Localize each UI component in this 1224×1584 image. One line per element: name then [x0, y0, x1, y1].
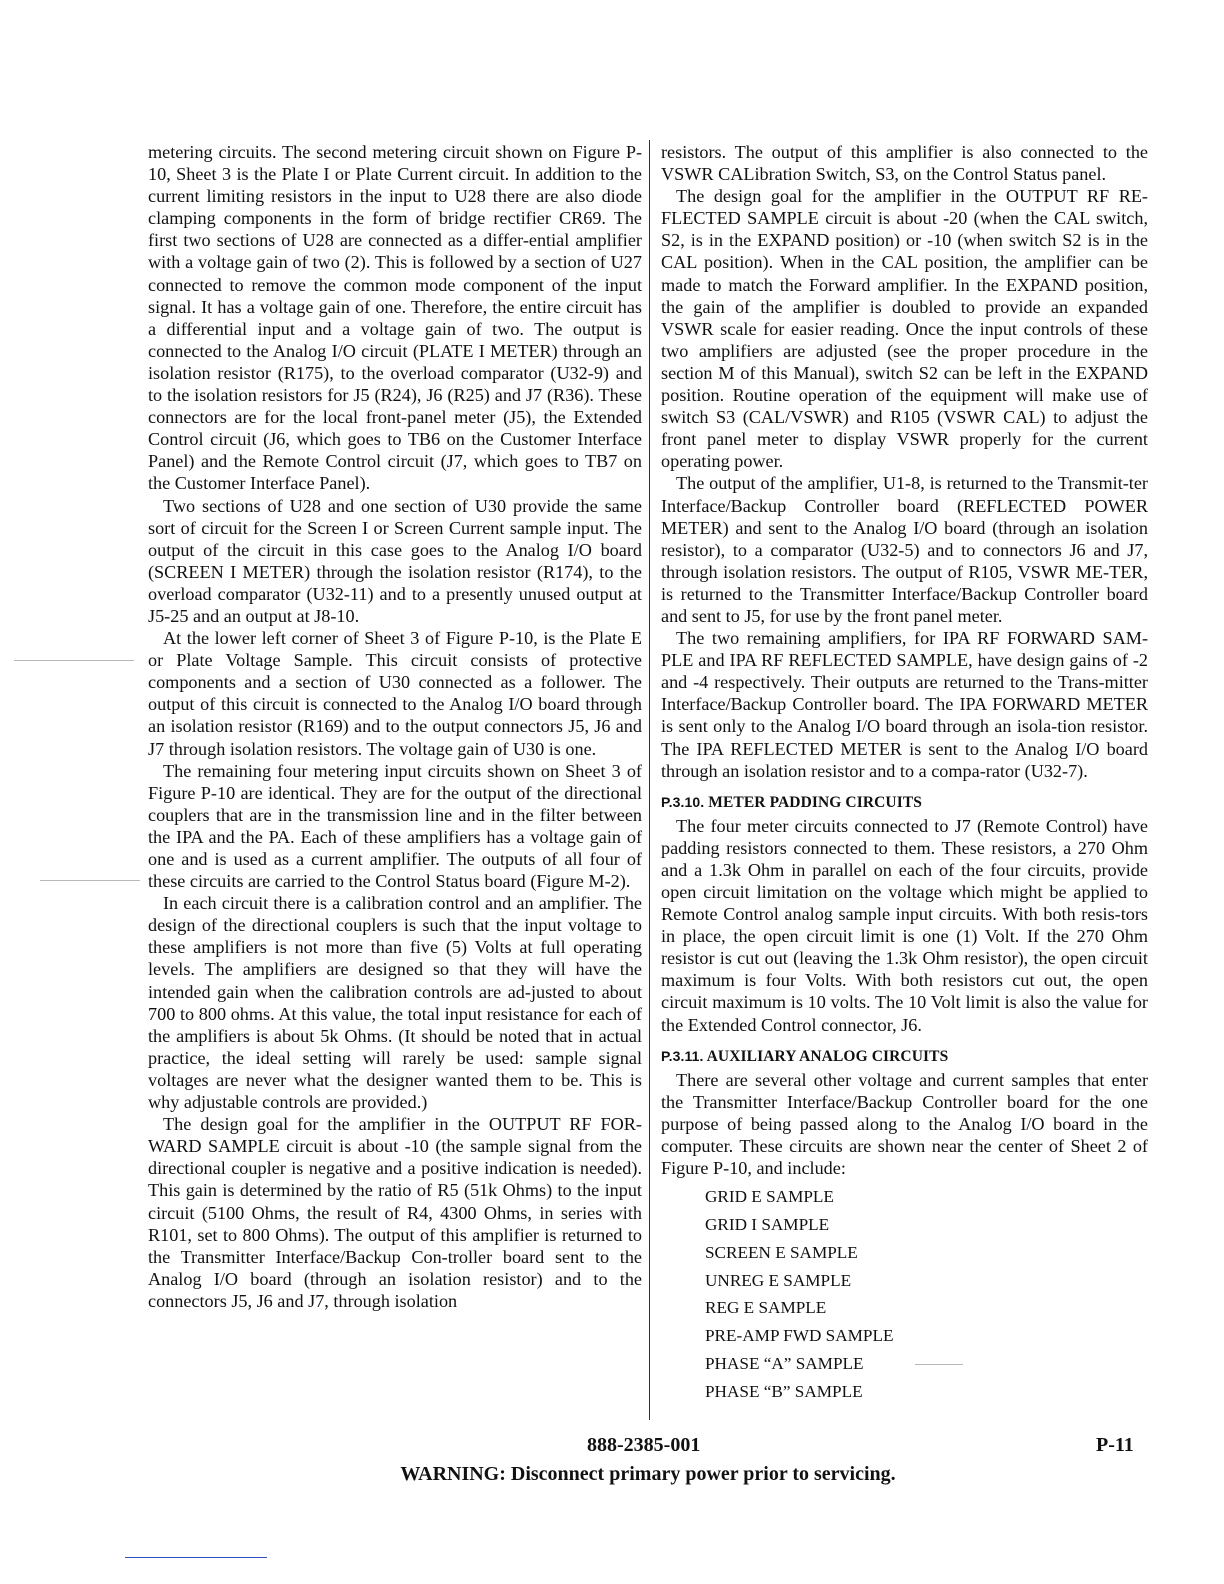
- section-number: P.3.10.: [661, 793, 705, 810]
- list-item: REG E SAMPLE: [705, 1298, 827, 1318]
- sample-list: [705, 1183, 1148, 1405]
- list-item: UNREG E SAMPLE: [705, 1270, 852, 1290]
- section-title: METER PADDING CIRCUITS: [708, 793, 923, 811]
- left-column: [148, 141, 642, 1312]
- list-item: GRID I SAMPLE: [705, 1214, 830, 1234]
- paragraph: The two remaining amplifiers, for IPA RF FORWARD SAM-PLE and IPA RF REFLECTED SAMPLE, have design gains of -2 and -4 respectively. Their outputs are returned to the Trans-mitter Interface/Backup Controller board. The IPA FORWARD METER is sent only to the Analog I/O board through an isola-tion resistor. The IPA REFLECTED METER is sent to the Analog I/O board through an isolation resistor and to a compa-rator (U32-7).: [661, 628, 1148, 781]
- list-item: SCREEN E SAMPLE: [705, 1242, 858, 1262]
- scan-artifact: [915, 1364, 963, 1365]
- paragraph: The design goal for the amplifier in the OUTPUT RF RE-FLECTED SAMPLE circuit is about -20 (when the CAL switch, S2, is in the EXPAND position) or -10 (when switch S2 is in the CAL position). When in the CAL position, the amplifier can be made to match the Forward amplifier. In the EXPAND position, the gain of the amplifier is doubled to provide an expanded VSWR scale for easier reading. Once the input controls of these two amplifiers are adjusted (see the proper procedure in the section M of this Manual), switch S2 can be left in the EXPAND position. Routine operation of the equipment will make use of switch S3 (CAL/VSWR) and R105 (VSWR CAL) to adjust the front panel meter to display VSWR properly for the current operating power.: [661, 186, 1148, 472]
- section-title: AUXILIARY ANALOG CIRCUITS: [706, 1047, 949, 1065]
- paragraph: The output of the amplifier, U1-8, is returned to the Transmit-ter Interface/Backup Controller board (REFLECTED POWER METER) and sent to the Analog I/O board (through an isolation resistor), to a comparator (U32-5) and to connectors J6 and J7, through isolation resistors. The output of R105, VSWR ME-TER, is returned to the Transmitter Interface/Backup Controller board and sent to J5, for use by the front panel meter.: [661, 473, 1148, 626]
- column-divider: [649, 140, 650, 1420]
- paragraph: resistors. The output of this amplifier is also connected to the VSWR CALibration Switch, S3, on the Control Status panel.: [661, 142, 1148, 185]
- paragraph: The four meter circuits connected to J7 (Remote Control) have padding resistors connected to them. These resistors, a 270 Ohm and a 1.3k Ohm in parallel on each of the four circuits, provide open circuit limitation on the voltage which might be applied to Remote Control analog sample input circuits. With both resis-tors in place, the open circuit limit is one (1) Volt. If the 270 Ohm resistor is cut out (leaving the 1.3k Ohm resistor), the open circuit maximum is four Volts. With both resistors cut out, the open circuit maximum is 10 volts. The 10 Volt limit is also the value for the Extended Control connector, J6.: [661, 815, 1148, 1035]
- paragraph: There are several other voltage and current samples that enter the Transmitter Interface/Backup Controller board for the one purpose of being passed along to the Analog I/O board in the computer. These circuits are shown near the center of Sheet 2 of Figure P-10, and include:: [661, 1069, 1148, 1179]
- list-item: PHASE “B” SAMPLE: [705, 1381, 863, 1401]
- paragraph: The remaining four metering input circuits shown on Sheet 3 of Figure P-10 are identical. They are for the output of the directional couplers that are in the transmission line and in the filter between the IPA and the PA. Each of these amplifiers has a voltage gain of one and is used as a current amplifier. The outputs of all four of these circuits are carried to the Control Status board (Figure M-2).: [148, 760, 642, 892]
- list-item: GRID E SAMPLE: [705, 1187, 834, 1207]
- scan-artifact: [40, 880, 140, 881]
- footnote-rule: [125, 1557, 267, 1558]
- list-item: PRE-AMP FWD SAMPLE: [705, 1326, 894, 1346]
- warning-text: WARNING: Disconnect primary power prior to servicing.: [400, 1463, 896, 1485]
- paragraph: In each circuit there is a calibration control and an amplifier. The design of the directional couplers is such that the input voltage to these amplifiers is not more than five (5) Volts at full operating levels. The amplifiers are designed so that they will have the intended gain when the calibration controls are ad-justed to about 700 to 800 ohms. At this value, the total input resistance for each of the amplifiers is about 5k Ohms. (It should be noted that in actual practice, the ideal setting will rarely be used: sample signal voltages are never what the designer wanted them to be. This is why adjustable controls are provided.): [148, 893, 642, 1113]
- right-column: [661, 141, 1148, 1406]
- page-number: P-11: [1096, 1434, 1134, 1456]
- section-heading: [661, 1045, 1148, 1068]
- scan-artifact: [14, 660, 134, 661]
- list-item: PHASE “A” SAMPLE: [705, 1353, 864, 1373]
- paragraph: The design goal for the amplifier in the OUTPUT RF FOR-WARD SAMPLE circuit is about -10 (the sample signal from the directional coupler is negative and a positive indication is needed). This gain is determined by the ratio of R5 (51k Ohms) to the input circuit (5100 Ohms, the result of R4, 4300 Ohms, in series with R101, set to 800 Ohms). The output of this amplifier is returned to the Transmitter Interface/Backup Con-troller board sent to the Analog I/O board (through an isolation resistor) and to the connectors J5, J6 and J7, through isolation: [148, 1114, 642, 1311]
- document-number: 888-2385-001: [587, 1434, 701, 1456]
- section-number: P.3.11.: [661, 1047, 704, 1064]
- paragraph: metering circuits. The second metering circuit shown on Figure P-10, Sheet 3 is the Plate I or Plate Current circuit. In addition to the current limiting resistors in the input to U28 there are also diode clamping components in the form of bridge rectifier CR69. The first two sections of U28 are connected as a differ-ential amplifier with a voltage gain of two (2). This is followed by a section of U27 connected to remove the common mode component of the input signal. It has a voltage gain of one. Therefore, the entire circuit has a differential input and a voltage gain of two. The output is connected to the Analog I/O circuit (PLATE I METER) through an isolation resistor (R175), to the overload comparator (U32-9) and to the isolation resistors for J5 (R24), J6 (R25) and J7 (R36). These connectors are for the local front-panel meter (J5), the Extended Control circuit (J6, which goes to TB6 on the Customer Interface Panel) and the Remote Control circuit (J7, which goes to TB7 on the Customer Interface Panel).: [148, 142, 642, 494]
- paragraph: At the lower left corner of Sheet 3 of Figure P-10, is the Plate E or Plate Voltage Sample. This circuit consists of protective components and a section of U30 connected as a follower. The output of this circuit is connected to the Analog I/O board through an isolation resistor (R169) and to the output connectors J5, J6 and J7 through isolation resistors. The voltage gain of U30 is one.: [148, 628, 642, 759]
- section-heading: [661, 791, 1148, 814]
- paragraph: Two sections of U28 and one section of U30 provide the same sort of circuit for the Screen I or Screen Current sample input. The output of the circuit in this case goes to the Analog I/O board (SCREEN I METER) through the isolation resistor (R174), to the overload comparator (U32-11) and to a presently unused output at J5-25 and an output at J8-10.: [148, 495, 642, 626]
